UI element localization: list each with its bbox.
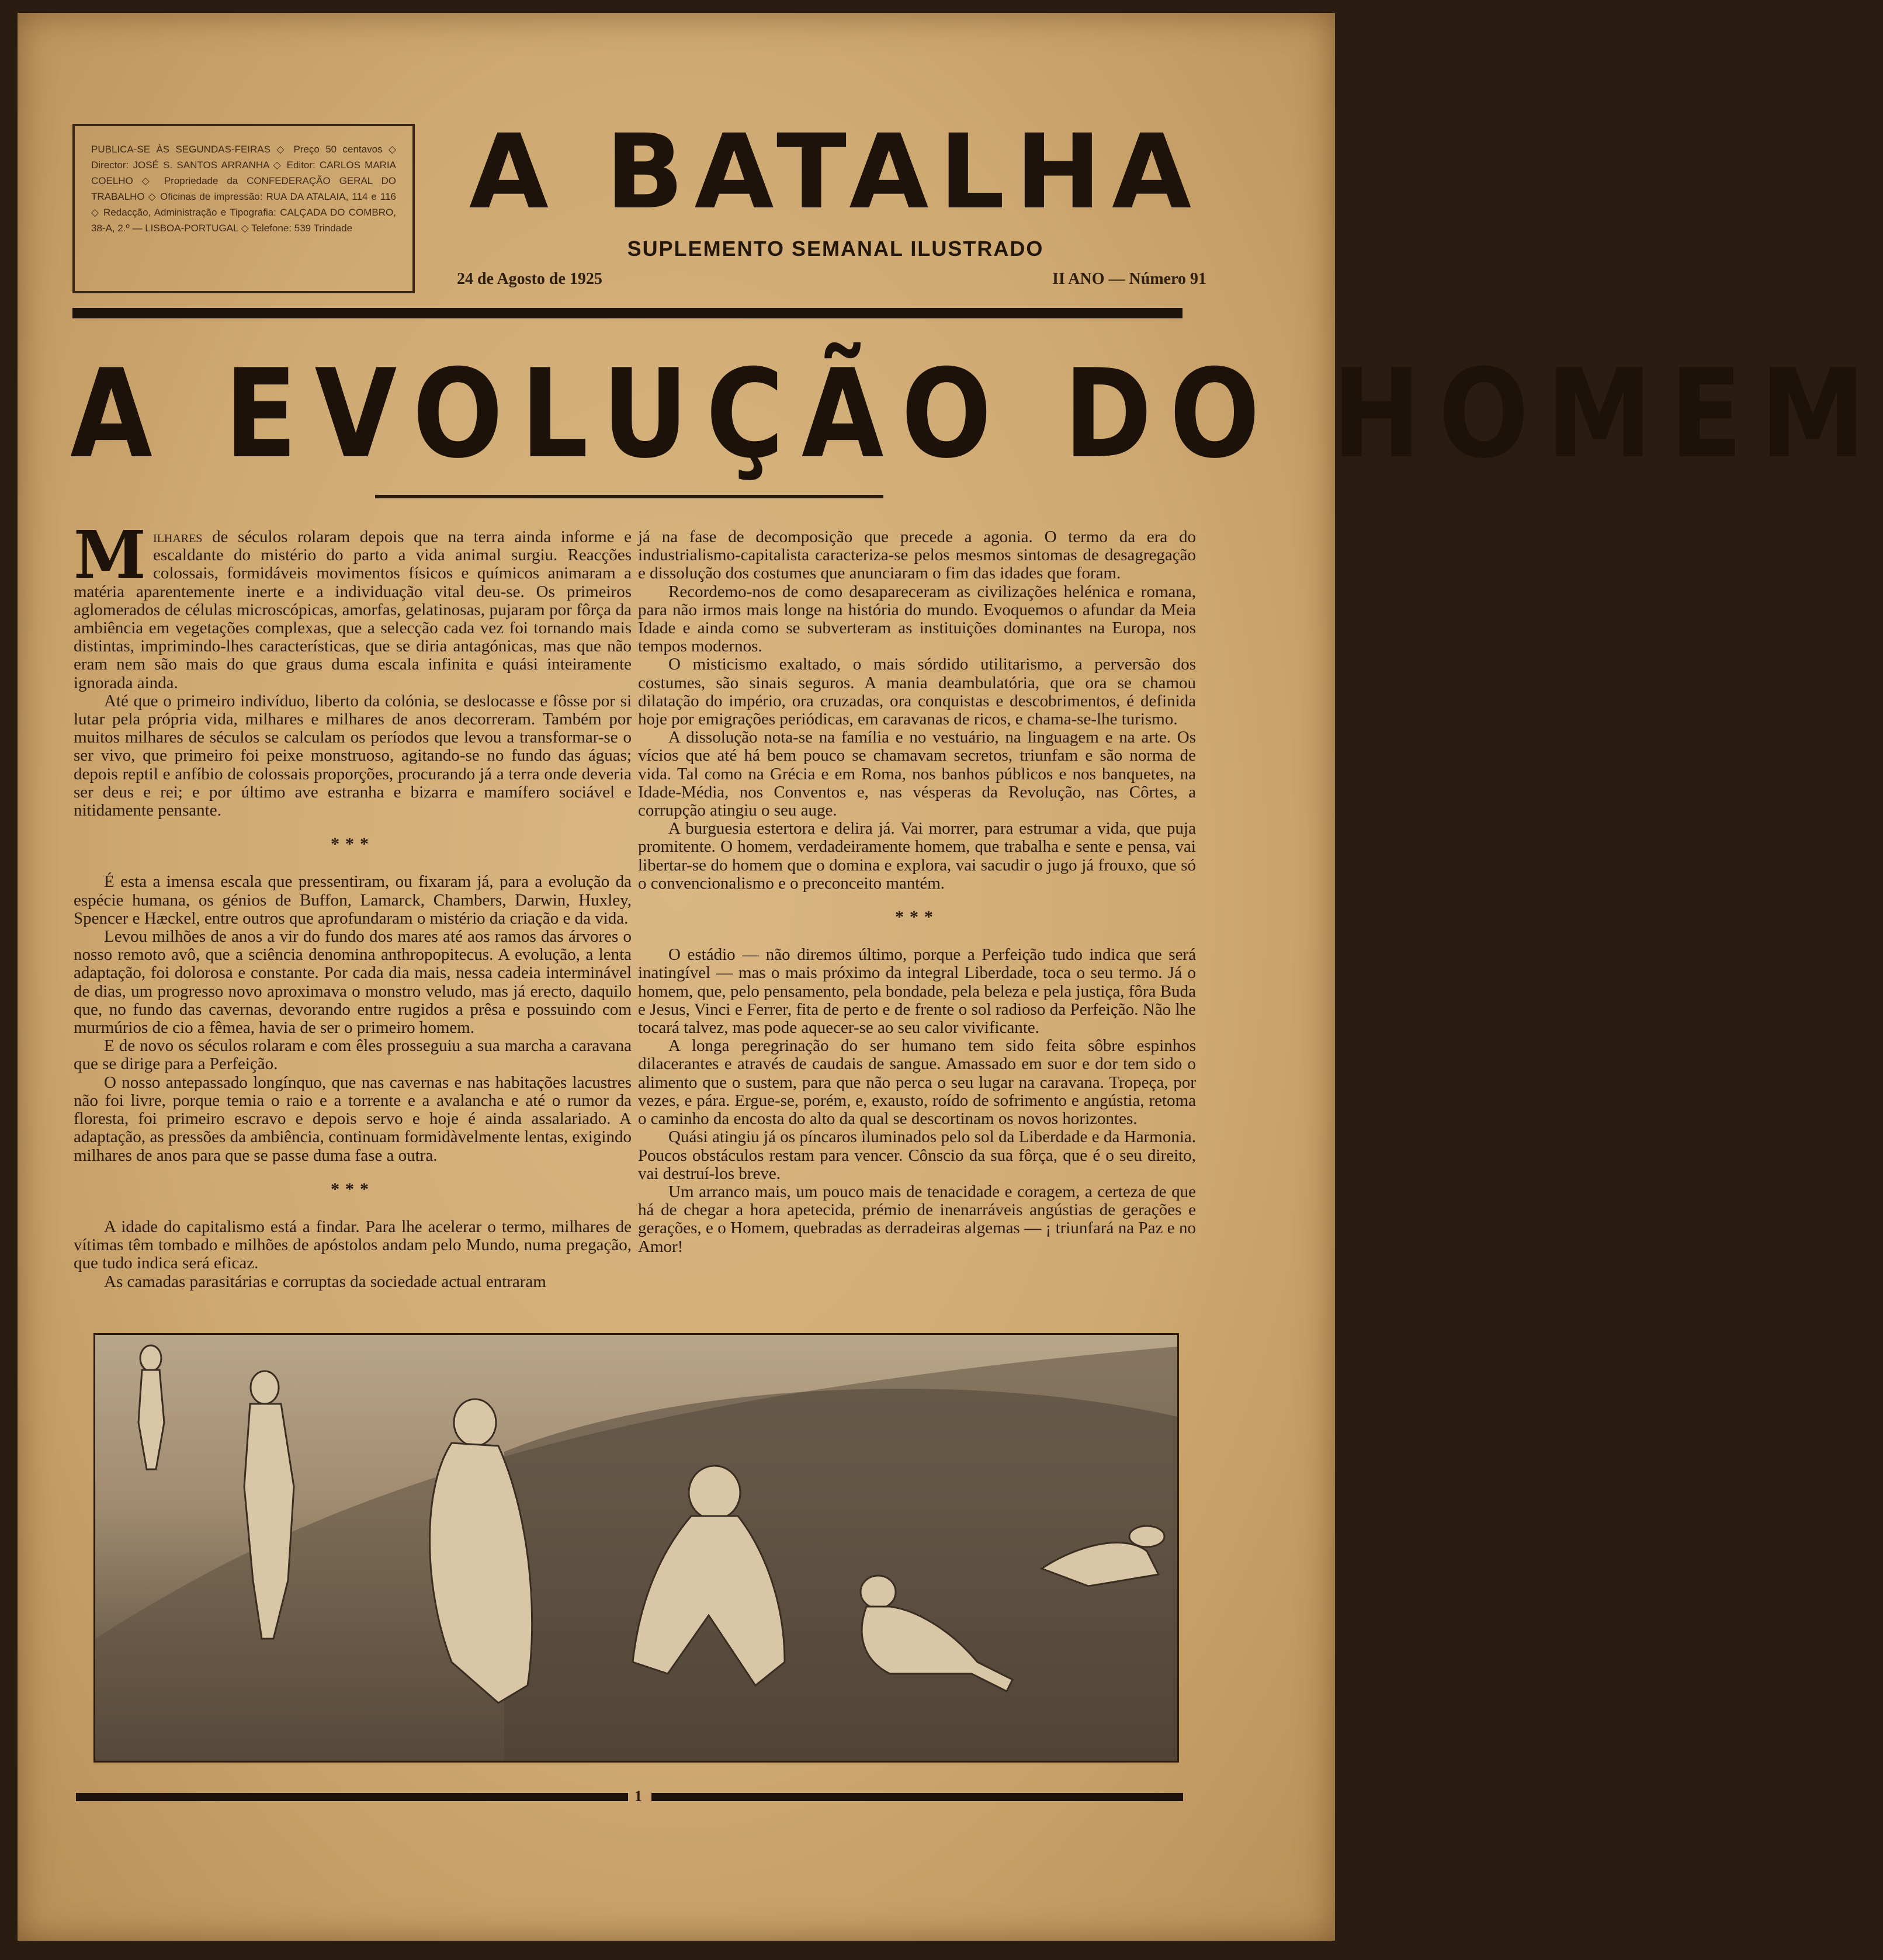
evolution-illustration (93, 1333, 1179, 1763)
issue-date: 24 de Agosto de 1925 (457, 270, 602, 288)
article-paragraph: A idade do capitalismo está a findar. Para lhe acelerar o termo, milhares de vítimas têm tombado e milhões de apóstolos andam pelo Mundo, numa pregação, que tudo indica será eficaz. (74, 1217, 632, 1273)
article-paragraph: Recordemo-nos de como desapareceram as civilizações helénica e romana, para não irmos mais longe na história do mundo. Evoquemos o afundar da Meia Idade e ainda como se subverteram as instituições dominantes na Europa, nos tempos modernos. (638, 582, 1196, 656)
article-paragraph: E de novo os séculos rolaram e com êles prosseguiu a sua marcha a caravana que se dirige para a Perfeição. (74, 1036, 632, 1074)
imprint-box (72, 124, 415, 293)
illustration-drawing (95, 1335, 1177, 1761)
paragraph-text: de séculos rolaram depois que na terra ainda informe e escaldante do mistério do parto a vida animal surgiu. Reacções colossais, formidáveis movimentos físicos e químicos animaram a matéria aparentemente inerte e a individuação vital deu-se. Os primeiros aglomerados de células microscópicas, amorfas, gelatinosas, pujaram por fôrça da ambiência em vegetações complexas, que a selecção cada vez foi tornando mais distintas, imprimindo-lhes características, que se diria antagónicas, mas que não eram nem são mais do que graus duma escala infinita e quási inteiramente ignorada ainda. (74, 528, 632, 692)
headline: A EVOLUÇÃO DO HOMEM (70, 342, 1883, 485)
article-paragraph: É esta a imensa escala que pressentiram, ou fixaram já, para a evolução da espécie humana, os génios de Buffon, Lamarck, Chambers, Darwin, Huxley, Spencer e Hæckel, entre outros que aprofundaram o mistério da criação e da vida. (74, 872, 632, 928)
article-paragraph: A longa peregrinação do ser humano tem sido feita sôbre espinhos dilacerantes e através de caudais de sangue. Amassado em suor e dor tem sido o alimento que o sustem, para que não perca o seu lugar na caravana. Tropeça, por vezes, e pára. Ergue-se, porém, e, exausto, roído de sofrimento e angústia, retoma o caminho da encosta do alto da qual se descortinam os novos horizontes. (638, 1036, 1196, 1129)
section-separator: *** (895, 907, 939, 927)
drop-cap: M (74, 517, 146, 594)
masthead (462, 112, 1209, 261)
section-separator: *** (331, 1179, 374, 1199)
footer-rule-right (651, 1793, 1183, 1801)
article-paragraph: A burguesia estertora e delira já. Vai morrer, para estrumar a vida, que puja promitente. O homem, verdadeiramente homem, que trabalha e sente e pensa, vai libertar-se do homem que o domina e explora, vai sacudir o jugo já frouxo, que só o convencionalismo e o preconceito mantém. (638, 819, 1196, 893)
masthead-title: A BATALHA (469, 112, 1202, 232)
masthead-rule (72, 308, 1182, 318)
article-paragraph: O misticismo exaltado, o mais sórdido utilitarismo, a perversão dos costumes, são sinais seguros. A mania deambulatória, que ora se chamou dilatação do império, ora cruzadas, ora conquistas e descobrimentos, é definida hoje por emigrações periódicas, em caravanas de ricos, e chama-se-lhe turismo. (638, 655, 1196, 729)
article-column-left (74, 517, 632, 1328)
headline-rule (375, 495, 883, 498)
article-paragraph: Um arranco mais, um pouco mais de tenacidade e coragem, a certeza de que há de chegar a hora apetecida, prémio de inenarráveis angústias de gerações e gerações, e o Homem, quebradas as derradeiras algemas — ¡ triunfará na Paz e no Amor! (638, 1182, 1196, 1256)
newspaper-page (18, 13, 1883, 1941)
imprint-text: PUBLICA-SE ÀS SEGUNDAS-FEIRAS ◇ Preço 50 centavos ◇ Director: JOSÉ S. SANTOS ARRANHA ◇ Editor: CARLOS MARIA COELHO ◇ Propriedade da CONFEDERAÇÃO GERAL DO TRABALHO ◇ Oficinas de impressão: RUA DA ATALAIA, 114 e 116 ◇ Redacção, Administração e Tipografia: CALÇADA DO COMBRO, 38-A, 2.º — LISBOA-PORTUGAL ◇ Telefone: 539 Trindade (91, 144, 396, 234)
article-paragraph: Até que o primeiro indivíduo, liberto da colónia, se deslocasse e fôsse por si lutar pela própria vida, milhares e milhares de anos decorreram. Também por muitos milhares de séculos se calculam os períodos que levou a transformar-se o ser vivo, que primeiro foi peixe monstruoso, agitando-se no fundo das águas; depois reptil e anfíbio de colossais proporções, procurando já a terra onde deveria ser deus e rei; e por último ave estranha e bizarra e mamífero sociável e nitidamente pensante. (74, 691, 632, 820)
page-number: 1 (634, 1788, 642, 1805)
article-paragraph: A dissolução nota-se na família e no vestuário, na linguagem e na arte. Os vícios que até há bem pouco se chamavam secretos, triunfam e são norma de vida. Tal como na Grécia e em Roma, nos banhos públicos e nos banquetes, na Idade-Média, nos Conventos e, nas vésperas da Revolução, nas Côrtes, a corrupção atingiu o seu auge. (638, 728, 1196, 820)
article-paragraph: Quási atingiu já os píncaros iluminados pelo sol da Liberdade e da Harmonia. Poucos obstáculos restam para vencer. Cônscio da sua fôrça, que é o seu direito, vai destruí-los breve. (638, 1128, 1196, 1183)
article-paragraph: Levou milhões de anos a vir do fundo dos mares até aos ramos das árvores o nosso remoto avô, que a sciência denomina anthropopitecus. A evolução, a lenta adaptação, foi dolorosa e constante. Por cada dia mais, nessa cadeia interminável de dias, um progresso novo aproximava o monstro veludo, mas já erecto, daquilo que, no fundo das cavernas, devorando entre rugidos a prêsa e possuindo com murmúrios de cio a fêmea, havia de ser o primeiro homem. (74, 927, 632, 1038)
article-paragraph: já na fase de decomposição que precede a agonia. O termo da era do industrialismo-capitalista caracteriza-se pelos mesmos sintomas de desagregação e dissolução dos costumes que anunciaram o fim das idades que foram. (638, 528, 1196, 583)
article-paragraph: As camadas parasitárias e corruptas da sociedade actual entraram (104, 1272, 546, 1291)
first-word: ilhares (152, 528, 203, 546)
article-column-right (638, 528, 1196, 1328)
footer-rule-left (76, 1793, 628, 1801)
section-separator: *** (331, 834, 374, 854)
masthead-subtitle: SUPLEMENTO SEMANAL ILUSTRADO (627, 237, 1044, 261)
article-paragraph (74, 517, 632, 692)
issue-number: II ANO — Número 91 (1052, 270, 1206, 288)
article-paragraph: O nosso antepassado longínquo, que nas cavernas e nas habitações lacustres não foi livre, porque temia o raio e a torrente e a avalancha e até o rumor da floresta, foi primeiro escravo e depois servo e hoje é ainda assalariado. A adaptação, as pressões da ambiência, continuam formidàvelmente lentas, exigindo milhares de anos para que se passe duma fase a outra. (74, 1073, 632, 1165)
article-paragraph: O estádio — não diremos último, porque a Perfeição tudo indica que será inatingível — mas o mais próximo da integral Liberdade, toca o seu termo. Já o homem, que, pelo pensamento, pela bondade, pela beleza e pela justiça, fôra Buda e Jesus, Vinci e Ferrer, fita de perto e de frente o sol radioso da Perfeição. Não lhe tocará talvez, mas pode aquecer-se ao seu calor vivificante. (638, 945, 1196, 1038)
